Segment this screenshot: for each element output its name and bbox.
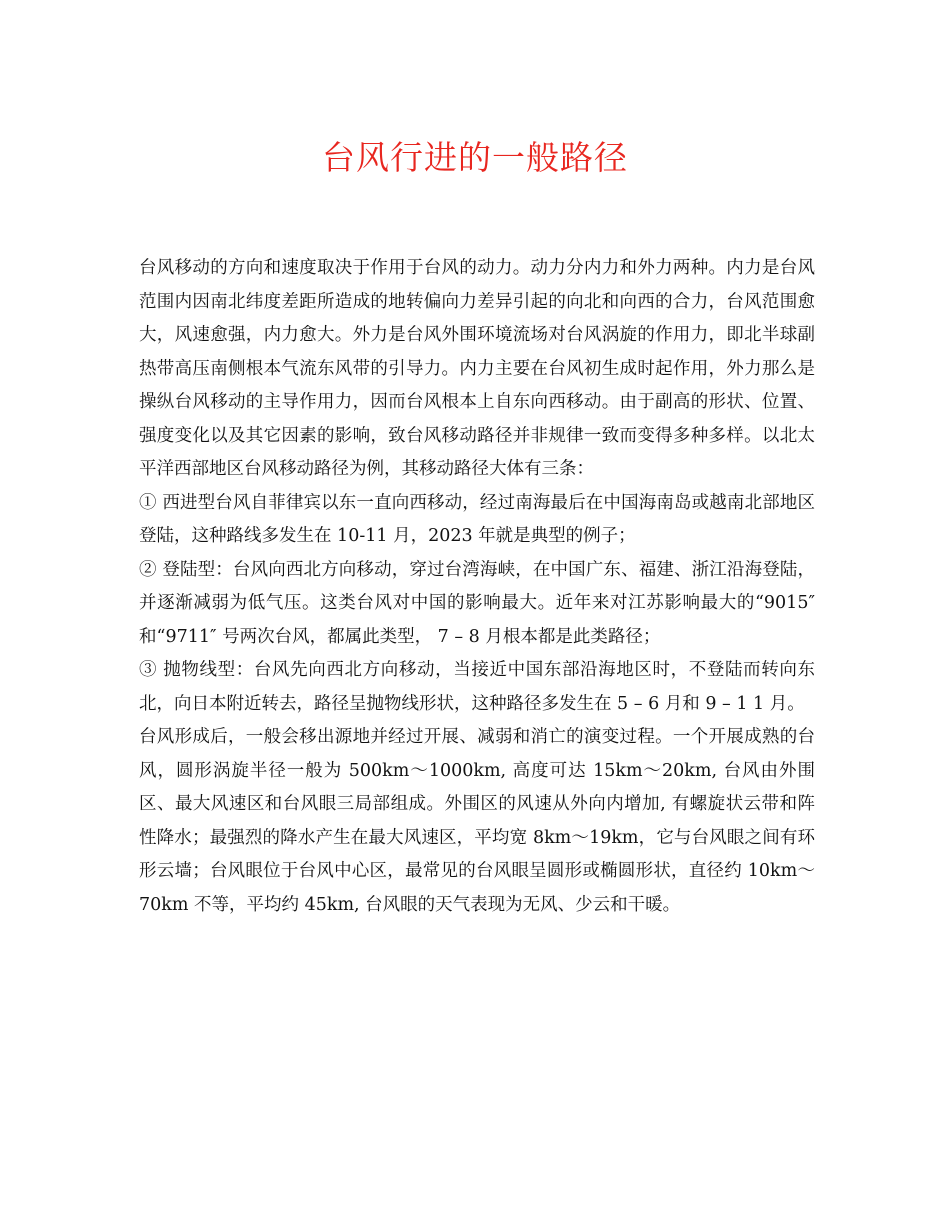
paragraph-route-1: ① 西进型台风自菲律宾以东一直向西移动，经过南海最后在中国海南岛或越南北部地区登陆，这种路线多发生在 10-11 月，2023 年就是典型的例子； — [139, 492, 815, 546]
paragraph-structure: 台风形成后，一般会移出源地并经过开展、减弱和消亡的演变过程。一个开展成熟的台风，圆形涡旋半径一般为 500km～1000km, 高度可达 15km～20km, 台风由外围区、最大风速区和台风眼三局部组成。外围区的风速从外向内增加, 有螺旋状云带和阵性降水；最强烈的降水产生在最大风速区，平均宽 8km～19km，它与台风眼之间有环形云墙；台风眼位于台风中心区，最常见的台风眼呈圆形或椭圆形状，直径约 10km～70km 不等，平均约 45km, 台风眼的天气表现为无风、少云和干暖。 — [139, 727, 815, 915]
paragraph-route-2: ② 登陆型：台风向西北方向移动，穿过台湾海峡，在中国广东、福建、浙江沿海登陆，并逐渐减弱为低气压。这类台风对中国的影响最大。近年来对江苏影响最大的“9015″ 和“9711″ 号两次台风，都属此类型， 7 – 8 月根本都是此类路径； — [139, 559, 815, 647]
document-title: 台风行进的一般路径 — [322, 138, 628, 177]
paragraph-intro: 台风移动的方向和速度取决于作用于台风的动力。动力分内力和外力两种。内力是台风范围内因南北纬度差距所造成的地转偏向力差异引起的向北和向西的合力，台风范围愈大，风速愈强，内力愈大。外力是台风外围环境流场对台风涡旋的作用力，即北半球副热带高压南侧根本气流东风带的引导力。内力主要在台风初生成时起作用，外力那么是操纵台风移动的主导作用力，因而台风根本上自东向西移动。由于副高的形状、位置、强度变化以及其它因素的影响，致台风移动路径并非规律一致而变得多种多样。以北太平洋西部地区台风移动路径为例，其移动路径大体有三条： — [139, 258, 815, 479]
document-body — [139, 252, 815, 922]
paragraph-route-3: ③ 抛物线型：台风先向西北方向移动，当接近中国东部沿海地区时，不登陆而转向东北，向日本附近转去，路径呈抛物线形状，这种路径多发生在 5 – 6 月和 9 – 1 1 月。 — [139, 660, 815, 714]
